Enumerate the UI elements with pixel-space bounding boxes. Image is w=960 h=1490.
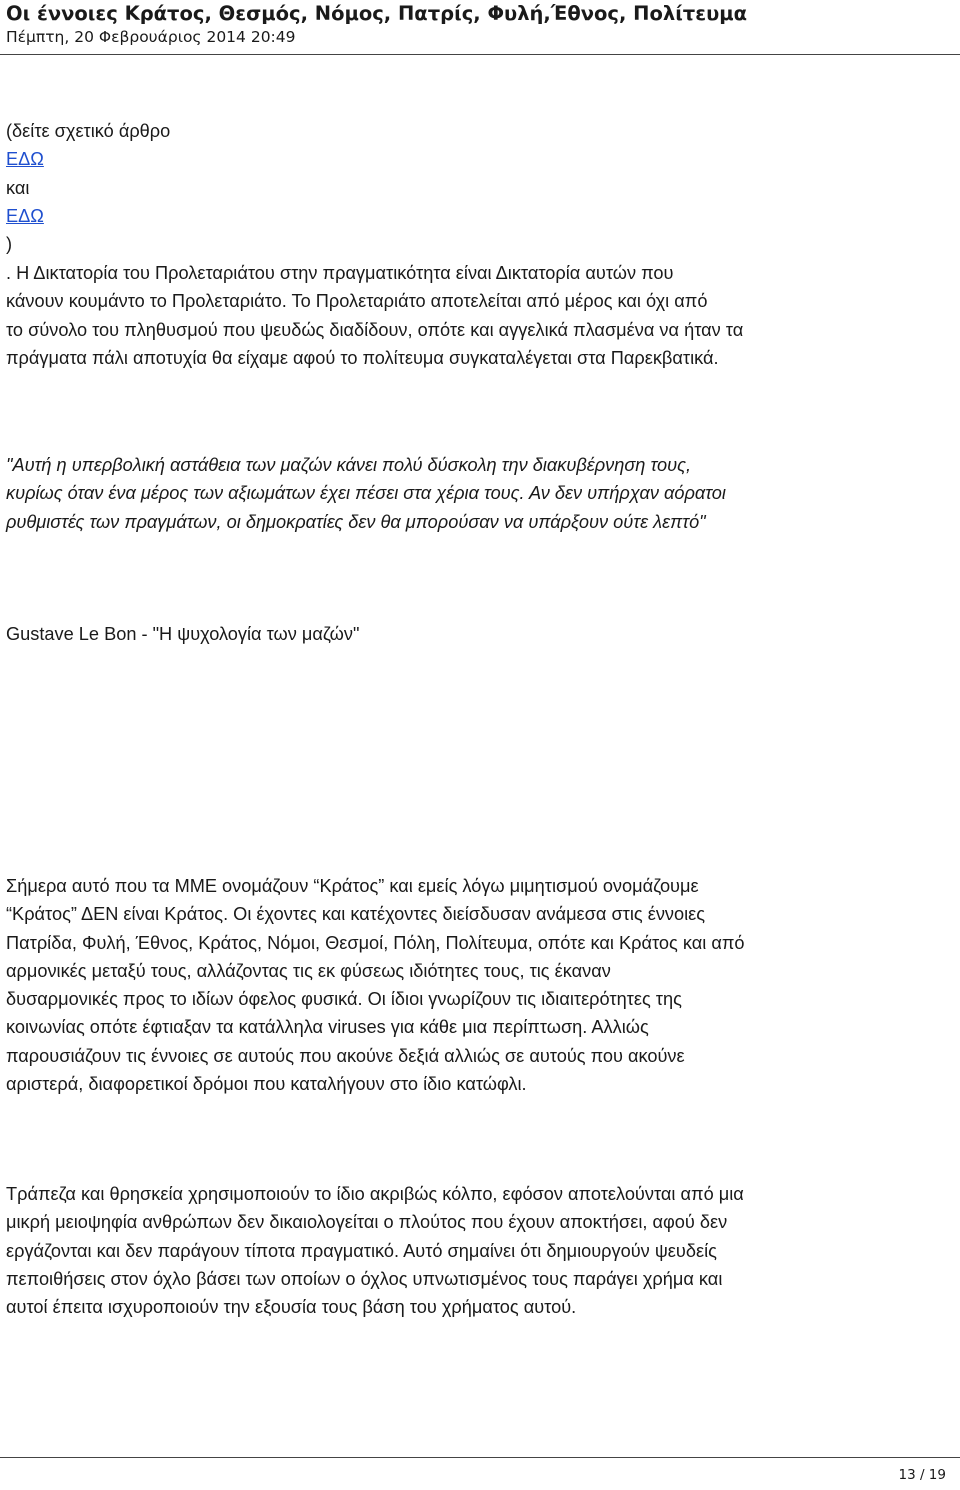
paragraph-state: [6, 872, 956, 1098]
quote-line: ρυθμιστές των πραγμάτων, οι δημοκρατίες δεν θα μπορούσαν να υπάρξουν ούτε λεπτό": [6, 511, 706, 532]
paragraph-line: αριστερά, διαφορετικοί δρόμοι που καταλήγουν στο ίδιο κατώφλι.: [6, 1074, 527, 1095]
paragraph-line: Πατρίδα, Φυλή, Έθνος, Κράτος, Νόμοι, Θεσμοί, Πόλη, Πολίτευμα, οπότε και Κράτος και από: [6, 932, 745, 953]
quote-attribution: Gustave Le Bon - "Η ψυχολογία των μαζών": [6, 624, 360, 644]
document-date: Πέμπτη, 20 Φεβρουάριος 2014 20:49: [6, 28, 296, 46]
reference-intro: (δείτε σχετικό άρθρο: [6, 121, 171, 141]
paragraph-line: “Κράτος” ΔΕΝ είναι Κράτος. Οι έχοντες και κατέχοντες διείσδυσαν ανάμεσα στις έννοιες: [6, 904, 706, 925]
quote-block: [6, 451, 956, 536]
reference-link-1[interactable]: ΕΔΩ: [6, 149, 44, 170]
document-title: Οι έννοιες Κράτος, Θεσμός, Νόμος, Πατρίς, Φυλή,Έθνος, Πολίτευμα: [6, 2, 748, 25]
paragraph-line: κάνουν κουμάντο το Προλεταριάτο. Το Προλεταριάτο αποτελείται από μέρος και όχι από: [6, 291, 708, 312]
paragraph-line: πράγματα πάλι αποτυχία θα είχαμε αφού το πολίτευμα συγκαταλέγεται στα Παρεκβατικά.: [6, 347, 719, 368]
paragraph-line: αρμονικές μεταξύ τους, αλλάζοντας τις εκ φύσεως ιδιότητες τους, τις έκαναν: [6, 960, 611, 981]
reference-block: [6, 117, 956, 258]
reference-close: ): [6, 234, 13, 255]
header-divider: [0, 54, 960, 55]
paragraph-line: κοινωνίας οπότε έφτιαξαν τα κατάλληλα viruses για κάθε μια περίπτωση. Αλλιώς: [6, 1017, 649, 1038]
paragraph-line: εργάζονται και δεν παράγουν τίποτα πραγματικό. Αυτό σημαίνει ότι δημιουργούν ψευδείς: [6, 1240, 717, 1261]
page-number: 13 / 19: [898, 1467, 946, 1483]
paragraph-dictatorship: [6, 259, 956, 372]
reference-and: και: [6, 177, 30, 198]
footer-divider: [0, 1457, 960, 1458]
quote-line: κυρίως όταν ένα μέρος των αξιωμάτων έχει πέσει στα χέρια τους. Αν δεν υπήρχαν αόρατοι: [6, 483, 726, 504]
reference-link-2[interactable]: ΕΔΩ: [6, 205, 44, 226]
paragraph-line: παρουσιάζουν τις έννοιες σε αυτούς που ακούνε δεξιά αλλιώς σε αυτούς που ακούνε: [6, 1045, 685, 1066]
paragraph-line: δυσαρμονικές προς το ιδίων όφελος φυσικά. Οι ίδιοι γνωρίζουν τις ιδιαιτερότητες της: [6, 989, 682, 1010]
paragraph-line: το σύνολο του πληθυσμού που ψευδώς διαδίδουν, οπότε και αγγελικά πλασμένα να ήταν τα: [6, 319, 744, 340]
paragraph-line: Τράπεζα και θρησκεία χρησιμοποιούν το ίδιο ακριβώς κόλπο, εφόσον αποτελούνται από μια: [6, 1184, 744, 1204]
paragraph-line: πεποιθήσεις στον όχλο βάσει των οποίων ο όχλος υπνωτισμένος τους παράγει χρήμα και: [6, 1268, 723, 1289]
paragraph-bank-religion: [6, 1180, 956, 1321]
paragraph-line: μικρή μειοψηφία ανθρώπων δεν δικαιολογείται ο πλούτος που έχουν αποκτήσει, αφού δεν: [6, 1212, 728, 1233]
paragraph-line: αυτοί έπειτα ισχυροποιούν την εξουσία τους βάση του χρήματος αυτού.: [6, 1297, 577, 1318]
paragraph-line: . Η Δικτατορία του Προλεταριάτου στην πραγματικότητα είναι Δικτατορία αυτών που: [6, 263, 674, 283]
quote-line: "Αυτή η υπερβολική αστάθεια των μαζών κάνει πολύ δύσκολη την διακυβέρνηση τους,: [6, 455, 692, 475]
paragraph-line: Σήμερα αυτό που τα ΜΜΕ ονομάζουν “Κράτος” και εμείς λόγω μιμητισμού ονομάζουμε: [6, 876, 699, 896]
